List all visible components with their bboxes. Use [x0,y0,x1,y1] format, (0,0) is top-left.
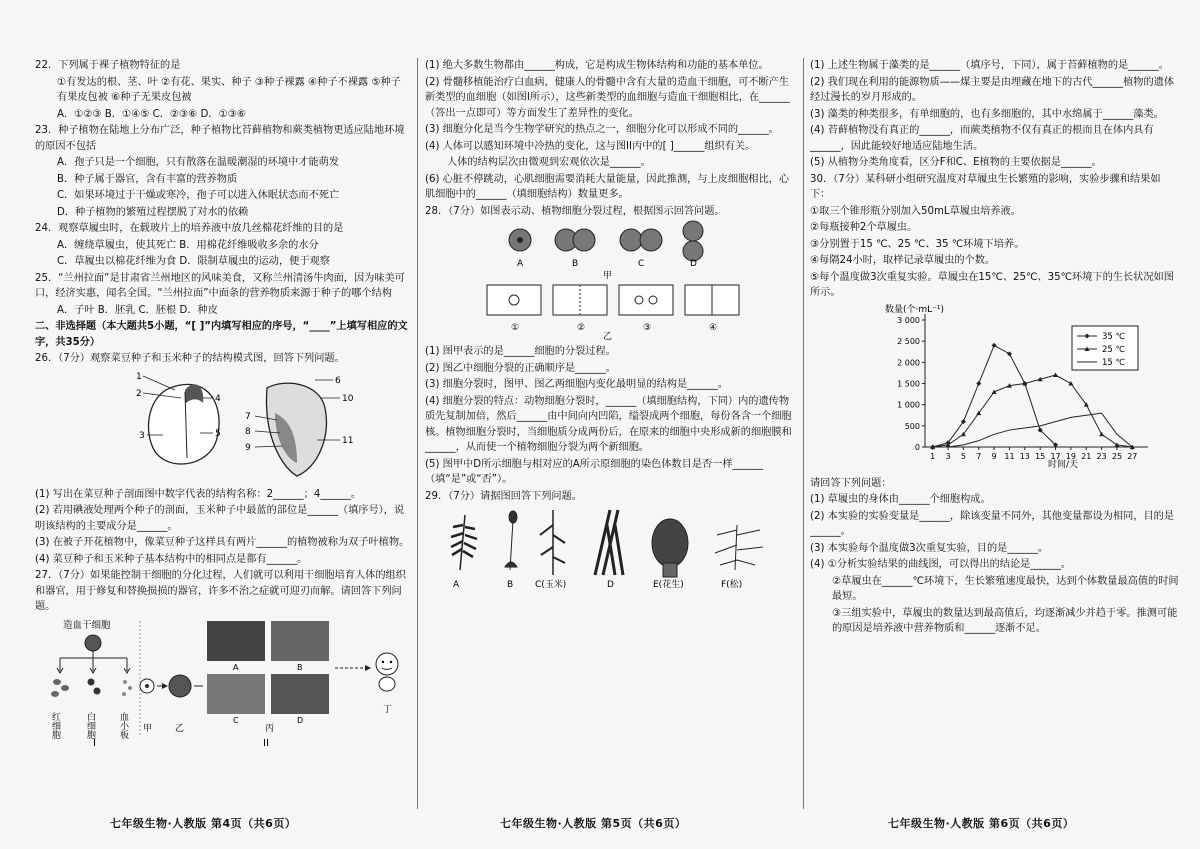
stem-cell-icon [85,635,101,651]
paramecium-chart [810,302,1180,476]
label-jia-title: 甲 [603,271,613,281]
question-25: 25．“兰州拉面”是甘肃省兰州地区的风味美食，又称兰州清汤牛肉面，因为味美可口，经济实惠，闻名全国。“兰州拉面”中面条的营养物质来源于种子的哪个结构 [35,272,405,299]
question-28-2: (2) 图乙中细胞分裂的正确顺序是______。 [425,362,616,374]
label-bean-4: 4 [215,393,221,404]
label-bean-5: 5 [215,428,221,439]
label-tissue-d: D [297,715,304,725]
label-yi-2: ② [577,323,586,333]
x-tick-label: 5 [960,451,966,461]
chart-xlabel: 时间/天 [1048,459,1079,470]
label-stage-jia: 甲 [143,723,153,734]
x-tick-label: 15 [1035,451,1046,461]
series-line-1 [933,345,1056,447]
question-26-3: (3) 在被子开花植物中，像菜豆种子这样具有两片______的植物被称为双子叶植物。 [35,537,410,548]
label-corn-11: 11 [342,435,354,446]
question-28-5: (5) 图甲中D所示细胞与相对应的A所示原细胞的染色体数目是否一样______（填“是”或“否”）。 [425,458,764,485]
legend-label: 35 ℃ [1102,331,1126,342]
x-tick-label: 21 [1081,451,1092,461]
page-5-column [425,58,795,801]
footer-page-6: 七年级生物·人教版 第6页（共6页） [888,817,1075,830]
question-23-d: D．种子植物的繁殖过程摆脱了对水的依赖 [57,206,249,218]
data-point [1099,431,1104,436]
fern-a [451,515,477,570]
question-30-2: (2) 本实验的实验变量是______，除该变量不同外，其他变量都设为相同，目的是______。 [810,510,1175,537]
y-tick-label: 500 [904,421,920,431]
question-26: 26．（7分）观察菜豆种子和玉米种子的结构模式图，回答下列问题。 [35,353,345,364]
question-26-1: (1) 写出在菜豆种子剖面图中数字代表的结构名称：2______；4______。 [35,488,362,500]
label-white-cell: 白细胞 [85,711,95,739]
x-tick-label: 13 [1019,451,1030,461]
question-24-cd: C．草履虫以棉花纤维为食 D．限制草履虫的运动，便于观察 [57,256,330,267]
label-corn-10: 10 [342,393,354,404]
x-tick-label: 25 [1111,451,1123,461]
pine-f [715,525,763,570]
x-tick-label: 27 [1127,451,1138,461]
baby-figure [376,653,398,691]
step-1: ①取三个锥形瓶分别加入50mL草履虫培养液。 [810,205,1021,217]
data-point [1068,381,1073,386]
chart-ylabel: 数量(个·mL⁻¹) [885,304,945,315]
step-4: ④每隔24小时，取样记录草履虫的个数。 [810,255,996,266]
x-tick-label: 1 [930,451,936,461]
label-yi-1: ① [511,323,520,333]
label-corn-6: 6 [335,375,341,386]
y-tick-label: 0 [914,442,920,452]
question-29-2: (2) 我们现在利用的能源物质——煤主要是由埋藏在地下的古代______植物的遗体经过漫长的岁月形成的。 [810,76,1175,103]
question-28-1: (1) 图甲表示的是______细胞的分裂过程。 [425,346,616,357]
label-platelet: 血小板 [118,711,128,739]
step-5: ⑤每个温度做3次重复实验。草履虫在15℃、25℃、35℃环境下的生长状况如图所示。 [810,271,1174,298]
question-30: 30．（7分）某科研小组研究温度对草履虫生长繁殖的影响，实验步骤和结果如下： [810,173,1161,200]
label-corn-7: 7 [245,411,251,422]
label-red-cell: 红细胞 [50,711,60,739]
label-jia-a: A [517,259,524,269]
label-roman-2: II [263,737,269,749]
platelets [122,680,132,696]
label-stage-bing: 丙 [265,723,275,734]
section-heading: 二、非选择题（本大题共5小题，“[ ]”内填写相应的序号，“____”上填写相应的文字，共35分） [35,321,408,348]
data-point [992,342,997,347]
y-tick-label: 2 000 [897,357,920,367]
data-point [1007,351,1012,356]
question-27-6: (6) 心脏不停跳动，心肌细胞需要消耗大量能量，因此推测，与上皮细胞相比，心肌细胞中的______（填细胞结构）数量更多。 [425,173,790,200]
corn-c [540,510,565,575]
footer-page-5: 七年级生物·人教版 第5页（共6页） [500,817,687,830]
question-30-4c: ③三组实验中，草履虫的数量达到最高值后，均逐渐减少并趋于零。推测可能的原因是培养液中营养物质和______逐渐不足。 [832,607,1178,634]
label-plant-d: D [607,580,614,590]
label-corn-9: 9 [245,442,251,453]
question-23-b: B．种子属于器官，含有丰富的营养物质 [57,173,238,185]
label-corn-8: 8 [245,426,251,437]
legend-label: 25 ℃ [1102,344,1126,355]
question-22: 22．下列属于裸子植物特征的是 [35,60,181,71]
plant-cell-division [487,285,739,315]
question-27-3: (3) 细胞分化是当今生物学研究的热点之一，细胞分化可以形成不同的______。 [425,124,779,135]
question-27: 27．（7分）如果能控制干细胞的分化过程，人们就可以利用干细胞培育人体的组织和器官，用于修复和替换损损的器官，许多不治之症就可迎刃而解。请回答下列问题。 [35,570,406,612]
label-bean-1: 1 [136,371,142,382]
footer-page-4: 七年级生物·人教版 第4页（共6页） [110,817,297,830]
question-28-4: (4) 细胞分裂的特点：动物细胞分裂时，______（填细胞结构，下同）内的遗传物质先复制加倍，然后______由中间向内凹陷，缢裂成两个细胞，每份各含一个细胞核。植物细胞分裂时，当细胞质分成两份后，在原来的细胞中央形成新的细胞膜和______，从而使一个植物细胞分裂为两个新细胞。 [425,395,792,453]
step-3: ③分别置于15 ℃、25 ℃、35 ℃环境下培养。 [810,238,1025,250]
question-30-3: (3) 本实验每个温度做3次重复实验，目的是______。 [810,542,1049,554]
question-23: 23．种子植物在陆地上分布广泛，种子植物比苔藓植物和蕨类植物更适应陆地环境的原因不包括 [35,125,405,152]
plants-figure [425,505,795,590]
y-tick-label: 1 500 [897,379,920,388]
x-tick-label: 23 [1096,451,1107,461]
y-tick-label: 2 500 [897,336,920,346]
label-yi-title: 乙 [603,332,613,340]
question-25-choices: A．子叶 B．胚乳 C．胚根 D．种皮 [57,304,218,316]
question-30-prompt: 请回答下列问题： [810,477,892,489]
corn-seed-diagram [245,376,354,476]
stem-cell-label: 造血干细胞 [63,619,111,631]
question-22-choices: A．①②③ B．①④⑤ C．②③⑥ D．①③⑥ [57,108,246,120]
label-tissue-a: A [233,662,239,672]
tissue-a [207,621,265,661]
legend-label: 15 ℃ [1102,357,1126,368]
data-point [1053,372,1058,377]
tissue-b [271,621,329,661]
label-roman-1: I [93,737,96,749]
question-26-4: (4) 菜豆种子和玉米种子基本结构中的相同点是都有______。 [35,553,308,565]
bean-seed-diagram [136,372,221,464]
x-tick-label: 19 [1065,451,1076,461]
question-27-5: 人体的结构层次由微观到宏观依次是______。 [447,157,651,168]
label-yi-4: ④ [709,323,718,333]
question-23-c: C．如果环境过于干燥或寒冷，孢子可以进入休眠状态而不死亡 [57,190,340,201]
data-point [976,381,981,386]
white-blood-cells [88,678,101,694]
label-jia-c: C [638,259,645,269]
label-jia-d: D [690,259,697,269]
question-28-3: (3) 细胞分裂时，图甲、图乙两细胞内变化最明显的结构是______。 [425,379,728,390]
question-27-2: (2) 骨髓移植能治疗白血病，健康人的骨髓中含有大量的造血干细胞，可不断产生新类型的血细胞（如图I所示），这些新类型的血细胞与造血干细胞相比，在______（答出一点即可）等方面发生了差异性的变化。 [425,76,790,119]
column-divider [803,58,804,809]
label-jia-b: B [572,259,579,269]
x-tick-label: 3 [945,451,951,461]
population-line-chart [810,302,1180,472]
label-tissue-c: C [233,715,239,725]
label-plant-b: B [507,580,514,590]
tissue-images [207,621,329,725]
label-bean-3: 3 [139,430,145,441]
stage-yi-cluster [169,675,191,697]
series-line-3 [933,413,1133,447]
question-26-2: (2) 若用碘液处理两个种子的剖面，玉米种子中最蓝的部位是______（填序号），说明该结构的主要成分是______。 [35,505,405,532]
label-tissue-b: B [297,662,303,672]
step-2: ②每瓶接种2个草履虫。 [810,222,918,233]
red-blood-cells [51,679,69,697]
seed-structure-figure [35,368,410,483]
question-30-1: (1) 草履虫的身体由______个细胞构成。 [810,494,991,505]
question-22-options: ①有发达的根、茎、叶 ②有花、果实、种子 ③种子裸露 ④种子不裸露 ⑤种子有果皮包被 ⑥种子无果皮包被 [57,76,401,103]
peanut-e [652,519,688,577]
label-plant-a: A [453,580,460,590]
question-29-1: (1) 上述生物属于藻类的是______（填序号，下同），属于苔藓植物的是______。 [810,60,1169,71]
question-27-1: (1) 绝大多数生物都由______构成，它是构成生物体结构和功能的基本单位。 [425,60,769,71]
x-tick-label: 7 [976,451,982,461]
column-divider [417,58,418,809]
x-tick-label: 11 [1004,451,1015,461]
question-30-4b: ②草履虫在______℃环境下，生长繁殖速度最快，达到个体数量最高值的时间最短。 [832,575,1179,602]
question-24-ab: A．缠绕草履虫，使其死亡 B．用棉花纤维吸收多余的水分 [57,239,319,251]
alga-d [595,510,623,575]
y-tick-label: 1 000 [897,400,920,410]
y-tick-label: 3 000 [897,315,920,325]
label-stage-ding: 丁 [383,704,393,715]
page-6-column [810,58,1180,801]
moss-b [505,511,517,570]
x-tick-label: 17 [1050,451,1061,461]
question-29-3: (3) 藻类的种类很多，有单细胞的，也有多细胞的，其中水绵属于______藻类。 [810,108,1164,120]
label-plant-f: F(松) [721,580,743,590]
animal-cell-division [509,221,703,281]
question-29: 29．（7分）请据图回答下列问题。 [425,490,582,502]
x-tick-label: 9 [991,451,997,461]
label-stage-yi: 乙 [175,723,185,734]
stem-cell-figure [35,616,410,751]
page-4-column [35,58,410,801]
question-28: 28．（7分）如图表示动、植物细胞分裂过程，根据图示回答问题。 [425,205,725,217]
label-plant-e: E(花生) [653,580,684,590]
tissue-d [271,674,329,714]
question-29-5: (5) 从植物分类角度看，区分F和C、E植物的主要依据是______。 [810,157,1102,168]
label-bean-2: 2 [136,388,142,399]
question-24: 24．观察草履虫时，在载玻片上的培养液中放几丝棉花纤维的目的是 [35,223,344,234]
question-30-4a: (4) ①分析实验结果的曲线图，可以得出的结论是______。 [810,559,1072,570]
chart-legend [1072,326,1138,370]
cell-division-figure [425,220,795,340]
tissue-c [207,674,265,714]
question-29-4: (4) 苔藓植物没有真正的______，而蕨类植物不仅有真正的根而且在体内具有______，因此能较好地适应陆地生活。 [810,125,1154,152]
label-yi-3: ③ [643,323,652,333]
question-27-4: (4) 人体可以感知环境中冷热的变化，这与图II丙中的[ ]______组织有关。 [425,140,756,152]
question-23-a: A．孢子只是一个细胞，只有散落在温暖潮湿的环境中才能萌发 [57,157,340,168]
label-plant-c: C(玉米) [535,580,567,590]
